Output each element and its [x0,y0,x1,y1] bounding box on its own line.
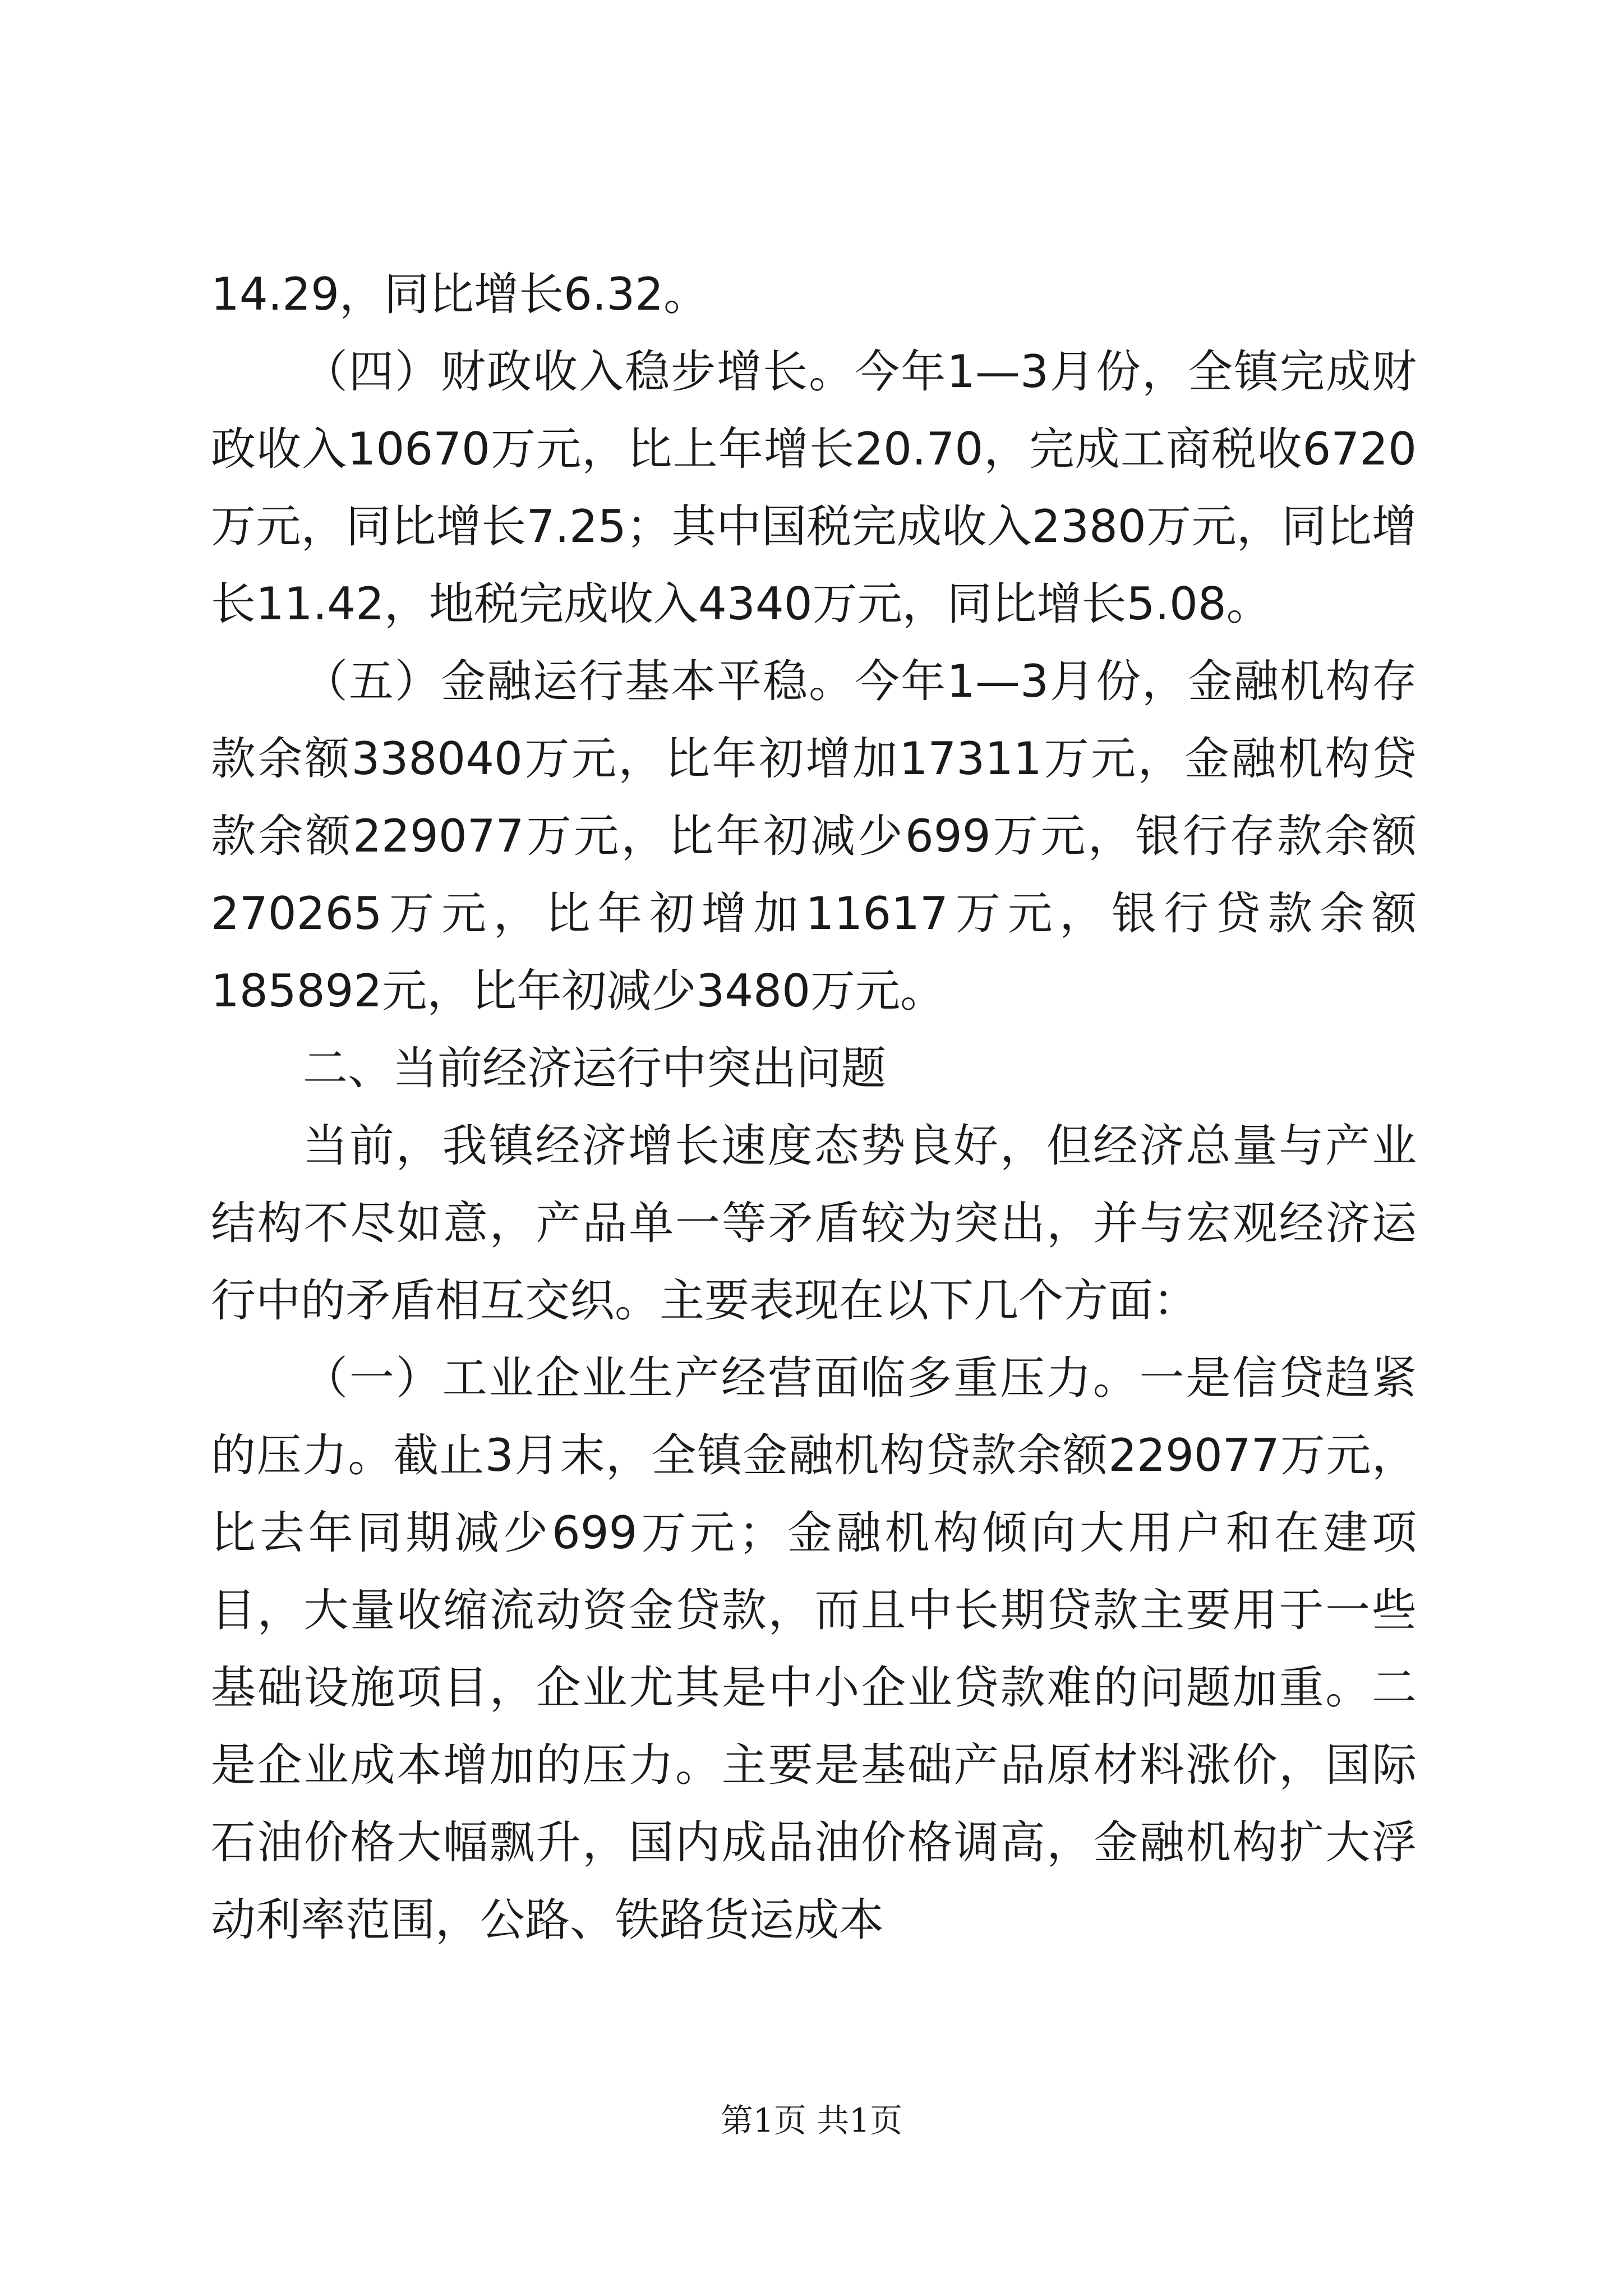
page-footer: 第1页 共1页 [720,2101,903,2139]
document-body [211,256,1417,1959]
paragraph-industrial-pressure: （一）工业企业生产经营面临多重压力。一是信贷趋紧的压力。截止3月末，全镇金融机构贷款余额229077万元，比去年同期减少699万元；金融机构倾向大用户和在建项目，大量收缩流动资金贷款，而且中长期贷款主要用于一些基础设施项目，企业尤其是中小企业贷款难的问题加重。二是企业成本增加的压力。主要是基础产品原材料涨价，国际石油价格大幅飘升，国内成品油价格调高，金融机构扩大浮动利率范围，公路、铁路货运成本 [211,1352,1417,1946]
paragraph-fiscal-revenue: （四）财政收入稳步增长。今年1—3月份，全镇完成财政收入10670万元，比上年增长20.70，完成工商税收6720万元，同比增长7.25；其中国税完成收入2380万元，同比增长11.42，地税完成收入4340万元，同比增长5.08。 [211,346,1417,630]
section-heading-problems: 二、当前经济运行中突出问题 [303,1042,886,1094]
paragraph-financial-operation: （五）金融运行基本平稳。今年1—3月份，金融机构存款余额338040万元，比年初增加17311万元，金融机构贷款余额229077万元，比年初减少699万元，银行存款余额270265万元，比年初增加11617万元，银行贷款余额185892元，比年初减少3480万元。 [211,655,1417,1017]
paragraph-continuation: 14.29，同比增长6.32。 [211,268,709,320]
paragraph-current-situation: 当前，我镇经济增长速度态势良好，但经济总量与产业结构不尽如意，产品单一等矛盾较为突出，并与宏观经济运行中的矛盾相互交织。主要表现在以下几个方面： [211,1120,1417,1327]
